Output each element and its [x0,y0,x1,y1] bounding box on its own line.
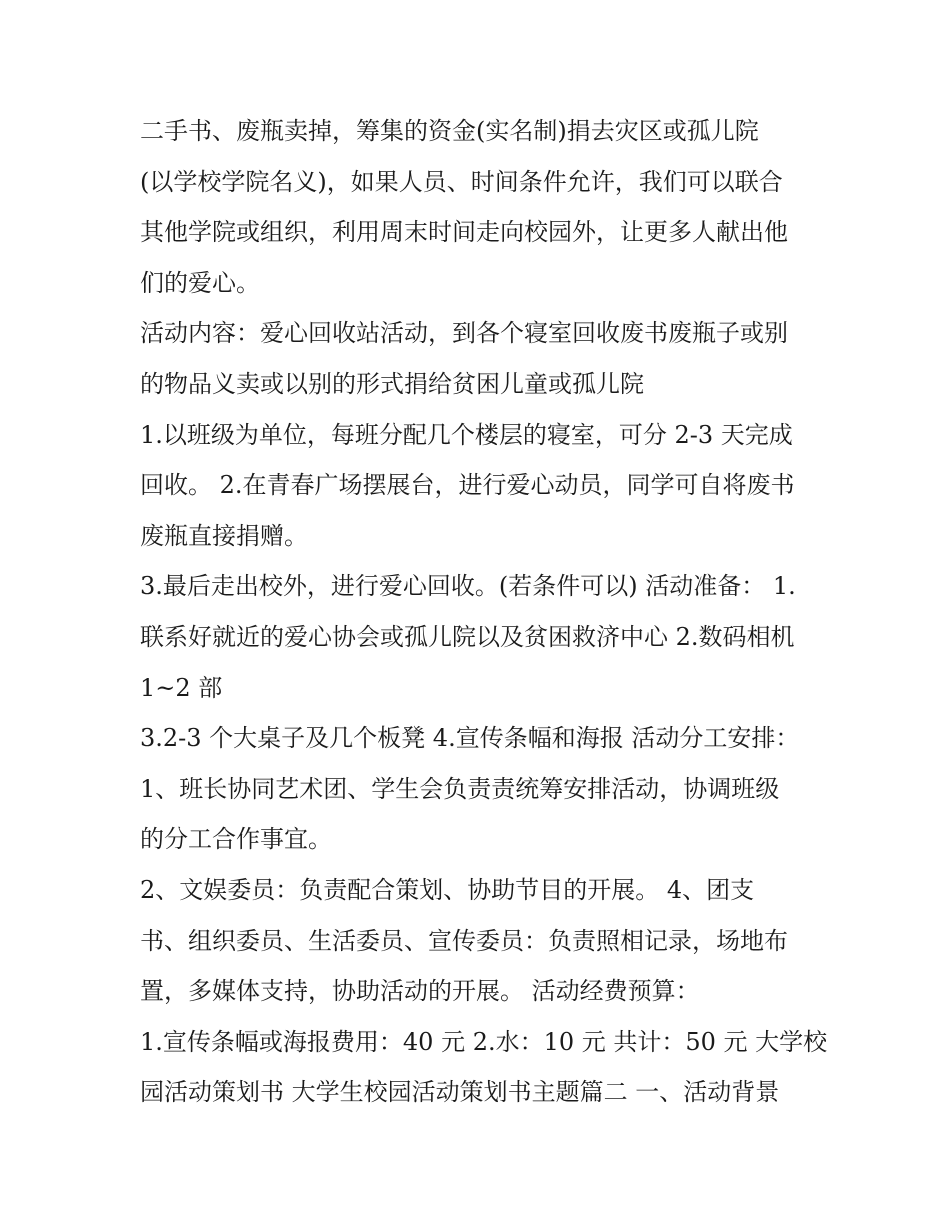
text-line: 1.宣传条幅或海报费用：40 元 2.水：10 元 共计：50 元 大学校 [140,1027,828,1056]
text-line: 置，多媒体支持，协助活动的开展。 活动经费预算： [140,977,700,1006]
text-line: 二手书、废瓶卖掉，筹集的资金(实名制)捐去灾区或孤儿院 [140,117,759,145]
text-line: 1、班长协同艺术团、学生会负责责统筹安排活动，协调班级 [140,774,780,803]
text-line: 书、组织委员、生活委员、宣传委员：负责照相记录，场地布 [140,926,788,955]
text-line: 活动内容：爱心回收站活动，到各个寝室回收废书废瓶子或别 [140,319,788,348]
text-line: 废瓶直接捐赠。 [140,521,308,550]
text-line: 联系好就近的爱心协会或孤儿院以及贫困救济中心 2.数码相机 [140,622,795,651]
text-line: 3.最后走出校外，进行爱心回收。(若条件可以) 活动准备： 1. [140,572,796,601]
text-line: 的物品义卖或以别的形式捐给贫困儿童或孤儿院 [140,369,644,398]
text-line: 回收。 2.在青春广场摆展台，进行爱心动员，同学可自将废书 [140,471,795,500]
text-line: 1~2 部 [140,673,223,702]
text-line: 3.2-3 个大桌子及几个板凳 4.宣传条幅和海报 活动分工安排： [140,724,800,753]
text-line: 1.以班级为单位，每班分配几个楼层的寝室，可分 2-3 天完成 [140,420,793,449]
text-line: 们的爱心。 [140,268,260,297]
text-line: 的分工合作事宜。 [140,825,332,854]
text-line: 园活动策划书 大学生校园活动策划书主题篇二 一、活动背景 [140,1078,780,1107]
text-line: 其他学院或组织，利用周末时间走向校园外，让更多人献出他 [140,218,788,247]
text-line: (以学校学院名义)，如果人员、时间条件允许，我们可以联合 [140,167,783,196]
text-line: 2、文娱委员：负责配合策划、协助节目的开展。 4、团支 [140,875,755,904]
document-body [140,106,828,1118]
